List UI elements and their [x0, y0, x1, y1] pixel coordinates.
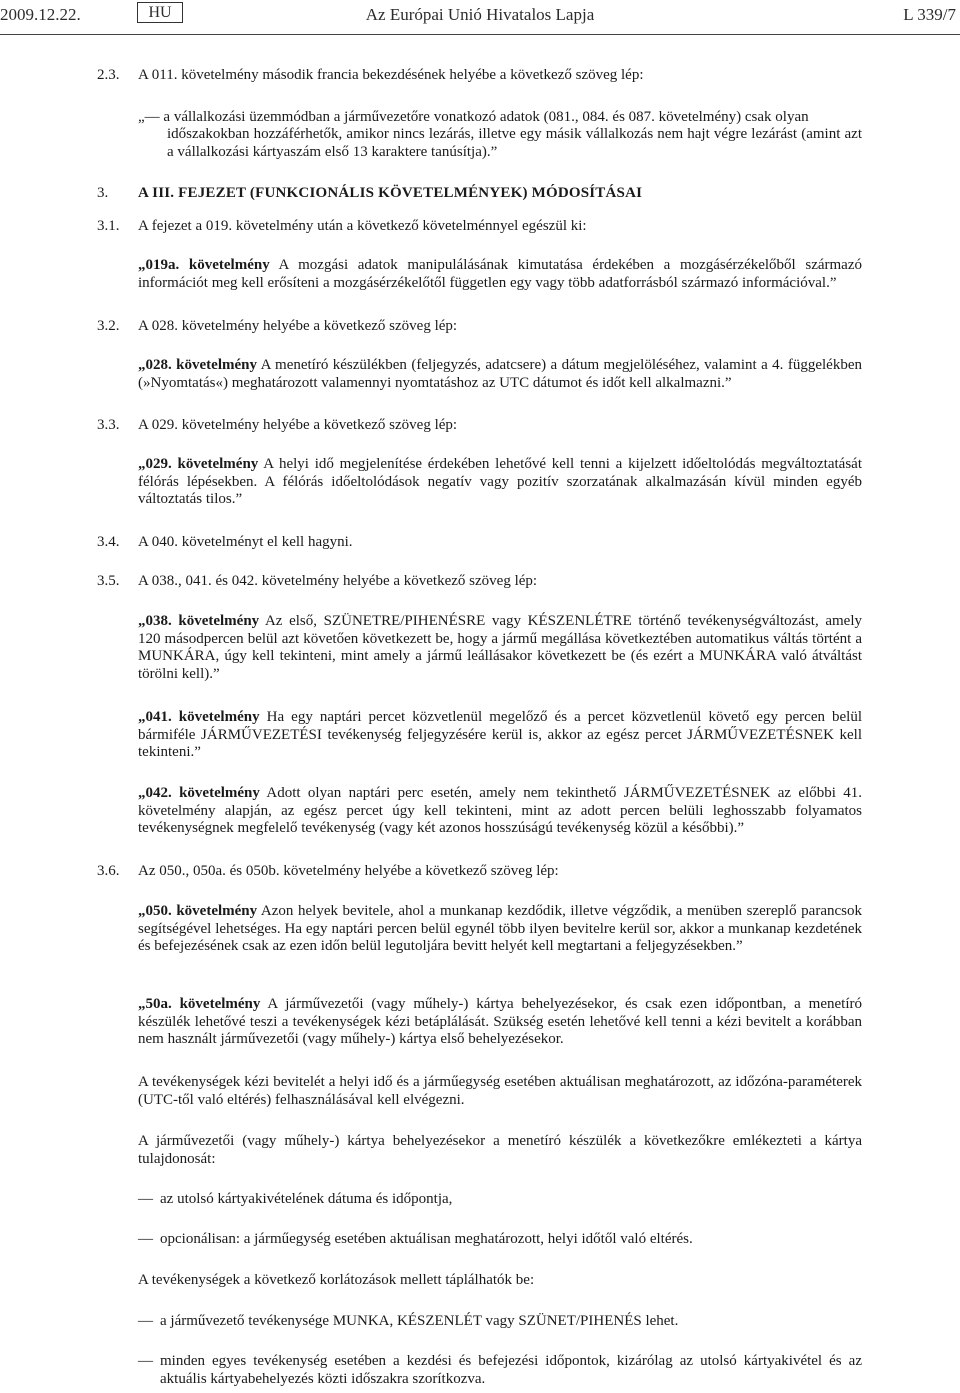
requirement-019a	[138, 257, 862, 292]
requirement-text: Az első, SZÜNETRE/PIHENÉSRE vagy KÉSZENLÉTRE történő tevékenységváltozást, amely 120 másodpercen belül azt követően következett be, hogy a jármű megállása következtében automatikus váltás történt a MUNKÁRA, úgy kell tekinteni, mint amely a jármű leállásakor következett be (és ezért a MUNKÁRA való átváltást törölni kell).”	[138, 613, 862, 682]
list-item	[138, 1191, 452, 1209]
section-intro: A 011. követelmény második francia bekezdésének helyébe a következő szöveg lép:	[138, 67, 644, 83]
quoted-text-continuation: időszakokban hozzáférhetők, amikor nincs lezárás, illetve egy másik vállalkozás nem hajt végre lezárást (amint azt a vállalkozási kártyaszám első 13 karaktere tanúsítja).”	[167, 126, 862, 160]
requirement-label: „038. követelmény	[138, 613, 260, 629]
journal-title: Az Európai Unió Hivatalos Lapja	[365, 5, 595, 24]
language-badge: HU	[137, 2, 183, 23]
page-reference: L 339/7	[903, 5, 956, 24]
section-number: 3.2.	[97, 318, 120, 334]
section-intro: Az 050., 050a. és 050b. követelmény helyébe a következő szöveg lép:	[138, 863, 559, 879]
list-item-text: minden egyes tevékenység esetében a kezdési és befejezési időpontok, kizárólag az utolsó kártyakivétel és az aktuális kártyabehelyezés közti időszakra szorítkozva.	[160, 1353, 862, 1387]
quoted-text-first-line: „— a vállalkozási üzemmódban a járművezetőre vonatkozó adatok (081., 084. és 087. követelmény) csak olyan	[138, 109, 809, 125]
requirement-029	[138, 456, 862, 509]
requirement-042	[138, 785, 862, 838]
chapter-number: 3.	[97, 185, 109, 201]
dash-marker: —	[138, 1191, 153, 1207]
section-intro: A 038., 041. és 042. követelmény helyébe a következő szöveg lép:	[138, 573, 538, 589]
section-intro: A fejezet a 019. követelmény után a következő követelménnyel egészül ki:	[138, 218, 587, 234]
section-intro: A 029. követelmény helyébe a következő szöveg lép:	[138, 417, 458, 433]
requirement-text: A menetíró készülékben (feljegyzés, adatcsere) a dátum megjelöléséhez, valamint a 4. függelékben (»Nyomtatás«) meghatározott valamennyi nyomtatáshoz az UTC dátumot és időt kell alkalmazni.”	[138, 357, 862, 391]
list-item	[138, 1231, 693, 1249]
dash-marker: —	[138, 1313, 153, 1329]
publication-date: 2009.12.22.	[0, 5, 81, 24]
requirement-041	[138, 709, 862, 762]
list-item-text: az utolsó kártyakivételének dátuma és időpontja,	[160, 1191, 453, 1207]
requirement-050	[138, 903, 862, 956]
section-intro: A 028. követelmény helyébe a következő szöveg lép:	[138, 318, 458, 334]
section-number: 3.4.	[97, 534, 120, 550]
requirement-028	[138, 357, 862, 392]
section-intro: A 040. követelményt el kell hagyni.	[138, 534, 353, 550]
requirement-text: Ha egy naptári percet közvetlenül megelőző és a percet közvetlenül követő egy percen belül bármiféle JÁRMŰVEZETÉSI tevékenység feljegyzésére kerül is, akkor az egész percet JÁRMŰVEZETÉSNEK kell tekinteni.”	[138, 709, 862, 760]
paragraph: A tevékenységek a következő korlátozások mellett táplálhatók be:	[138, 1272, 535, 1288]
requirement-label: „041. követelmény	[138, 709, 260, 725]
section-number: 3.5.	[97, 573, 120, 589]
running-head	[0, 0, 960, 40]
requirement-label: „042. követelmény	[138, 785, 260, 801]
dash-marker: —	[138, 1353, 153, 1369]
requirement-50a	[138, 996, 862, 1049]
header-rule	[0, 34, 960, 35]
list-item	[138, 1313, 678, 1331]
requirement-text: A járművezetői (vagy műhely-) kártya behelyezésekor, és csak ezen időpontban, a menetíró készülék lehetővé teszi a tevékenységek kézi betáplálását. Szükség esetén lehetővé kell tenni a kézi bevitelt a korábban nem használt járművezetői (vagy műhely-) kártya első behelyezésekor.	[138, 996, 862, 1047]
paragraph: A járművezetői (vagy műhely-) kártya behelyezésekor a menetíró készülék a következőkre emlékezteti a kártya tulajdonosát:	[138, 1133, 862, 1167]
requirement-text: Adott olyan naptári perc esetén, amely nem tekinthető JÁRMŰVEZETÉSNEK az előbbi 41. követelmény alapján, az egész percet úgy kell tekinteni, mint az adott percen belüli leghosszabb folyamatos tevékenységnek megfelelő tevékenység (vagy két azonos hosszúságú tevékenység közül a későbbi).”	[138, 785, 862, 836]
requirement-text: A helyi idő megjelenítése érdekében lehetővé kell tenni a kijelzett időeltolódás megváltoztatását félórás lépésekben. A félórás időeltolódások negatív vagy pozitív szorzatának alkalmazásán kívül minden egyéb változtatás tilos.”	[138, 456, 862, 507]
paragraph: A tevékenységek kézi bevitelét a helyi idő és a járműegység esetében aktuálisan meghatározott, az időzóna-paraméterek (UTC-től való eltérés) felhasználásával kell elvégezni.	[138, 1074, 862, 1108]
requirement-label: „050. követelmény	[138, 903, 258, 919]
requirement-label: „019a. követelmény	[138, 257, 270, 273]
requirement-label: „029. követelmény	[138, 456, 259, 472]
dash-marker: —	[138, 1231, 153, 1247]
list-item-text: a járművezető tevékenysége MUNKA, KÉSZENLÉT vagy SZÜNET/PIHENÉS lehet.	[160, 1313, 679, 1329]
section-number: 2.3.	[97, 67, 120, 83]
requirement-text: Azon helyek bevitele, ahol a munkanap kezdődik, illetve végződik, a menüben szereplő parancsok segítségével lehetséges. Ha egy naptári percen belül egynél több ilyen bevitelre kerül sor, akkor a munkanap kezdetének és befejezésének csak az ezen időn belül legutoljára bevitt helyét kell megtartani a feljegyzésekben.”	[138, 903, 862, 954]
requirement-text: A mozgási adatok manipulálásának kimutatása érdekében a mozgásérzékelőből származó információt meg kell erősíteni a mozgásérzékelőtől független egy vagy több adatforrásból származó információval.”	[138, 257, 862, 291]
chapter-title: A III. FEJEZET (FUNKCIONÁLIS KÖVETELMÉNYEK) MÓDOSÍTÁSAI	[138, 185, 643, 201]
requirement-label: „028. követelmény	[138, 357, 257, 373]
list-item-text: opcionálisan: a járműegység esetében aktuálisan meghatározott, helyi időtől való eltérés.	[160, 1231, 693, 1247]
requirement-038	[138, 613, 862, 683]
section-number: 3.6.	[97, 863, 120, 879]
requirement-label: „50a. követelmény	[138, 996, 261, 1012]
section-number: 3.3.	[97, 417, 120, 433]
section-number: 3.1.	[97, 218, 120, 234]
